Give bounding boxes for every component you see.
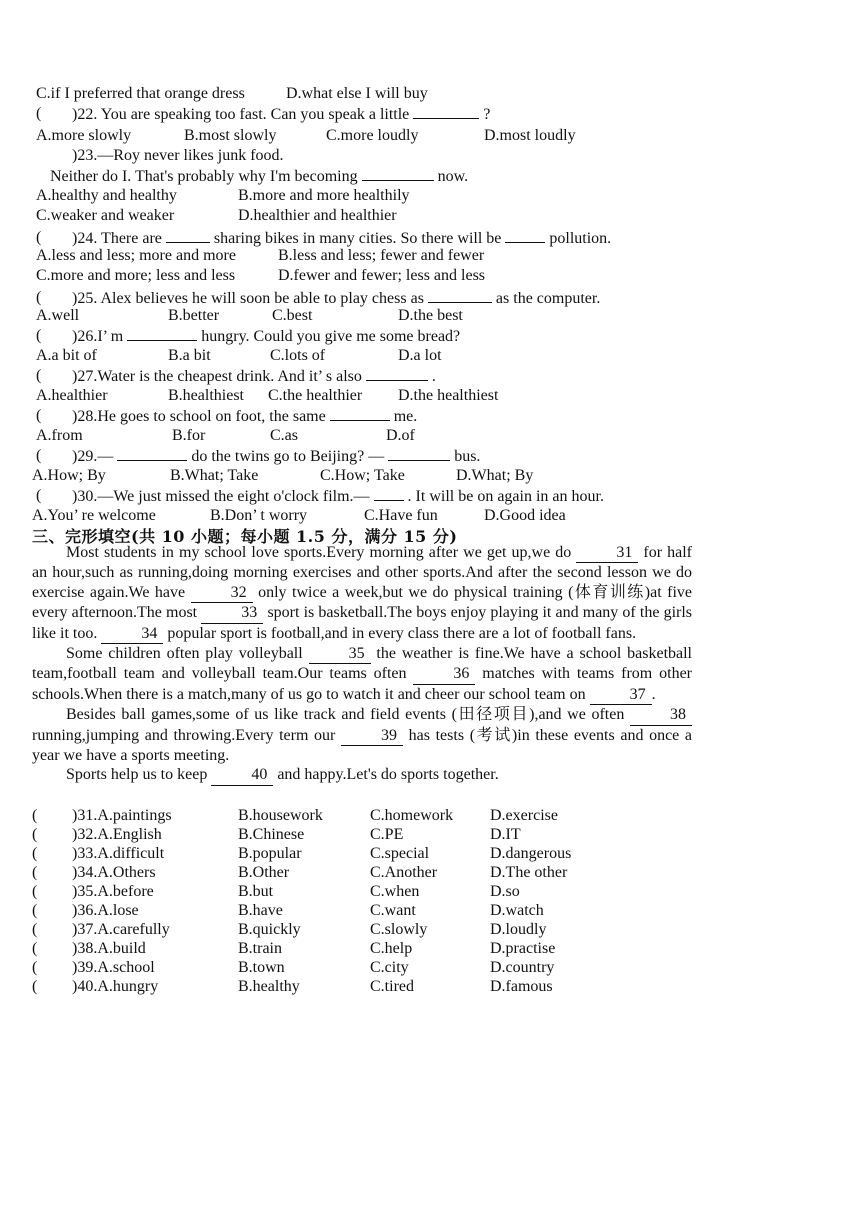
answer-blank: [127, 326, 197, 341]
q26-stem-a: )26.I’ m: [72, 328, 124, 345]
blank-40: 40: [211, 765, 273, 785]
q27-option-a: A.healthier: [36, 387, 108, 404]
q22-option-c: C.more loudly: [326, 127, 419, 144]
q28-option-b: B.for: [172, 427, 206, 444]
blank-36: 36: [413, 664, 475, 684]
q30-option-a: A.You’ re welcome: [32, 507, 156, 524]
q23-option-b: B.more and more healthily: [238, 187, 410, 204]
section-heading: 三、完形填空(共 10 小题；每小题 1.5 分，满分 15 分): [32, 527, 458, 546]
q23-option-a: A.healthy and healthy: [36, 187, 177, 204]
answer-blank: [413, 104, 479, 119]
answer-blank: [330, 406, 390, 421]
q29-stem-a: )29.—: [72, 448, 114, 465]
answer-blank: [388, 446, 450, 461]
answer-blank: [117, 446, 187, 461]
q23-stem2b: now.: [437, 168, 469, 185]
q28-option-c: C.as: [270, 427, 298, 444]
q26-option-a: A.a bit of: [36, 347, 97, 364]
cloze-passage: [32, 543, 692, 786]
paren: (: [36, 367, 42, 384]
passage-paragraph-4: Sports help us to keep 40 and happy.Let's do sports together.: [32, 765, 692, 785]
q24-stem-c: pollution.: [549, 230, 612, 247]
q23-stem2a: Neither do I. That's probably why I'm becoming: [50, 168, 358, 185]
q25-option-d: D.the best: [398, 307, 463, 324]
q25-option-a: A.well: [36, 307, 80, 324]
q24-option-b: B.less and less; fewer and fewer: [278, 247, 485, 264]
blank-39: 39: [341, 726, 403, 746]
paren: (: [36, 289, 42, 306]
q25-stem-b: as the computer.: [495, 290, 601, 307]
q27-stem-a: )27.Water is the cheapest drink. And it’ s also: [72, 368, 362, 385]
answer-blank: [428, 288, 492, 303]
blank-35: 35: [309, 644, 371, 664]
q21-option-d: D.what else I will buy: [286, 85, 428, 102]
passage-paragraph-3: Besides ball games,some of us like track and field events (田径项目),and we often 38 running,jumping and throwing.Every term our 39 has tests (考试)in these events and once a year we have a sports meeting.: [32, 706, 693, 765]
q26-option-c: C.lots of: [270, 347, 326, 364]
q25-option-b: B.better: [168, 307, 220, 324]
answer-blank: [362, 166, 434, 181]
answer-blank: [166, 228, 210, 243]
q26-option-b: B.a bit: [168, 347, 211, 364]
q25-stem-a: )25. Alex believes he will soon be able to play chess as: [72, 290, 424, 307]
blank-37: 37: [590, 685, 652, 705]
q30-option-c: C.Have fun: [364, 507, 438, 524]
q29-option-d: D.What; By: [456, 467, 534, 484]
q28-stem-a: )28.He goes to school on foot, the same: [72, 408, 326, 425]
q22-option-b: B.most slowly: [184, 127, 277, 144]
blank-34: 34: [101, 624, 163, 644]
q27-option-b: B.healthiest: [168, 387, 244, 404]
q23-stem-text: )23.—Roy never likes junk food.: [72, 147, 284, 164]
q28-option-a: A.from: [36, 427, 83, 444]
q23-option-c: C.weaker and weaker: [36, 207, 175, 224]
q29-option-b: B.What; Take: [170, 467, 259, 484]
q22-stem-end: ?: [483, 106, 491, 123]
answer-blank: [505, 228, 545, 243]
q25-option-c: C.best: [272, 307, 313, 324]
passage-paragraph-1: Most students in my school love sports.Every morning after we get up,we do 31 for half an hour,such as running,doing morning exercises and other sports.And after the second lesson we do exercise again.We have 32 only twice a week,but we do physical training (体育训练)at five every afternoon.The most 33 sport is basketball.The boys enjoy playing it and many of the girls like it too. 34 popular sport is football,and in every class there are a lot of football fans.: [32, 543, 692, 644]
q26-stem-b: hungry. Could you give me some bread?: [201, 328, 461, 345]
blank-31: 31: [576, 543, 638, 563]
blank-38: 38: [630, 705, 692, 725]
q29-option-a: A.How; By: [32, 467, 106, 484]
q30-option-d: D.Good idea: [484, 507, 566, 524]
q22-option-a: A.more slowly: [36, 127, 132, 144]
answer-blank: [366, 366, 428, 381]
paren: (: [36, 487, 42, 504]
q30-option-b: B.Don’ t worry: [210, 507, 308, 524]
paren: (: [36, 229, 42, 246]
paren: (: [36, 105, 42, 122]
q27-option-d: D.the healthiest: [398, 387, 499, 404]
q28-option-d: D.of: [386, 427, 415, 444]
blank-33: 33: [201, 603, 263, 623]
q30-stem-a: )30.—We just missed the eight o'clock film.—: [72, 488, 370, 505]
paren: (: [36, 407, 42, 424]
q30-stem-b: . It will be on again in an hour.: [407, 488, 604, 505]
q23-option-d: D.healthier and healthier: [238, 207, 397, 224]
paren: (: [36, 327, 42, 344]
q27-option-c: C.the healthier: [268, 387, 363, 404]
blank-32: 32: [191, 583, 253, 603]
q24-option-d: D.fewer and fewer; less and less: [278, 267, 486, 284]
q27-stem-b: .: [431, 368, 436, 385]
q24-option-c: C.more and more; less and less: [36, 267, 236, 284]
q24-option-a: A.less and less; more and more: [36, 247, 236, 264]
q29-option-c: C.How; Take: [320, 467, 405, 484]
q24-stem-a: )24. There are: [72, 230, 162, 247]
q24-stem-b: sharing bikes in many cities. So there will be: [213, 230, 502, 247]
q28-stem-b: me.: [393, 408, 418, 425]
exam-page: C.if I preferred that orange dress D.what else I will buy ( )22. You are speaking too fast. Can you speak a little ? A.more slowly B.most slowly C.more loudly D.most loudly )23.—Roy never likes junk food. Neither do I. That's probably why I'm becoming now. A.healthy and healthy B.more and more healthily C.weaker and weaker D.healthier and healthier ( )24. There are sharing bikes in many cities. So there will be pollution. A.less and less; more and more B.less and less; fewer and fewer C.more and more; less and less D.fewer and fewer; less and less ( )25. Alex believes he will soon be able to play chess as as the computer. A.well B.better C.best D.the best ( )26.I’ m hungry. Could you give me some bread? A.a bit of B.a bit C.lots of D.a lot ( )27.Water is the cheapest drink. And it’ s also . A.healthier B.healthiest C.the healthier D.the healthiest ( )28.He goes to school on foot, the same me. A.from B.for C.as D.of ( )29.— do the twins go to Beijing? — bus. A.How; By B.What; Take C.How; Take D.What; By ( )30.—We just missed the eight o'clock film.— . It will be on again in an hour. A.You’ re welcome B.Don’ t worry C.Have fun D.Good idea 三、完形填空(共 10 小题；每小题 1.5 分，满分 15 分) Most students in my school love sports.Every morning after we get up,we do 31 for half an hour,such as running,doing morning exercises and other sports.And after the second lesson we do exercise again.We have 32 only twice a week,but we do physical training (体育训练)at five every afternoon.The most 33 sport is basketball.The boys enjoy playing it and many of the girls like it too. 34 popular sport is football,and in every class there are a lot of football fans. Some children often play volleyball 35 the weather is fine.We have a school basketball team,football team and volleyball team.Our teams often 36 matches with teams from other schools.When there is a match,many of us go to watch it and cheer our school team on 37 . Besides ball games,some of us like track and field events (田径项目),and we often 38 running,jumping and throwing.Every term our 39 has tests (考试)in these events and once a year we have a sports meeting. Sports help us to keep 40 and happy.Let's do sports together. ( )31.A.paintings B.housework C.homework D.exercise ( )32.A.English B.Chinese C.PE D.IT ( )33.A.difficult B.popular C.special D.dangerous ( )34.A.Others B.Other C.Another D.The other ( )35.A.before B.but C.when D.so ( )36.A.lose B.have C.want D.watch ( )37.A.carefully B.quickly C.slowly D.loudly ( )38.A.build B.train C.help D.practise ( )39.A.school B.town C.city D.country ( )40.A.hungry B.healthy C.tired D.famous: [32, 85, 693, 995]
answer-blank: [374, 486, 404, 501]
q21-option-c: C.if I preferred that orange dress: [36, 85, 245, 102]
q22-option-d: D.most loudly: [484, 127, 576, 144]
q29-stem-c: bus.: [454, 448, 481, 465]
paren: (: [36, 447, 42, 464]
q29-stem-b: do the twins go to Beijing? —: [191, 448, 385, 465]
q26-option-d: D.a lot: [398, 347, 442, 364]
q22-stem-text: )22. You are speaking too fast. Can you speak a little: [72, 106, 410, 123]
passage-paragraph-2: Some children often play volleyball 35 the weather is fine.We have a school basketball team,football team and volleyball team.Our teams often 36 matches with teams from other schools.When there is a match,many of us go to watch it and cheer our school team on 37 .: [32, 644, 692, 705]
